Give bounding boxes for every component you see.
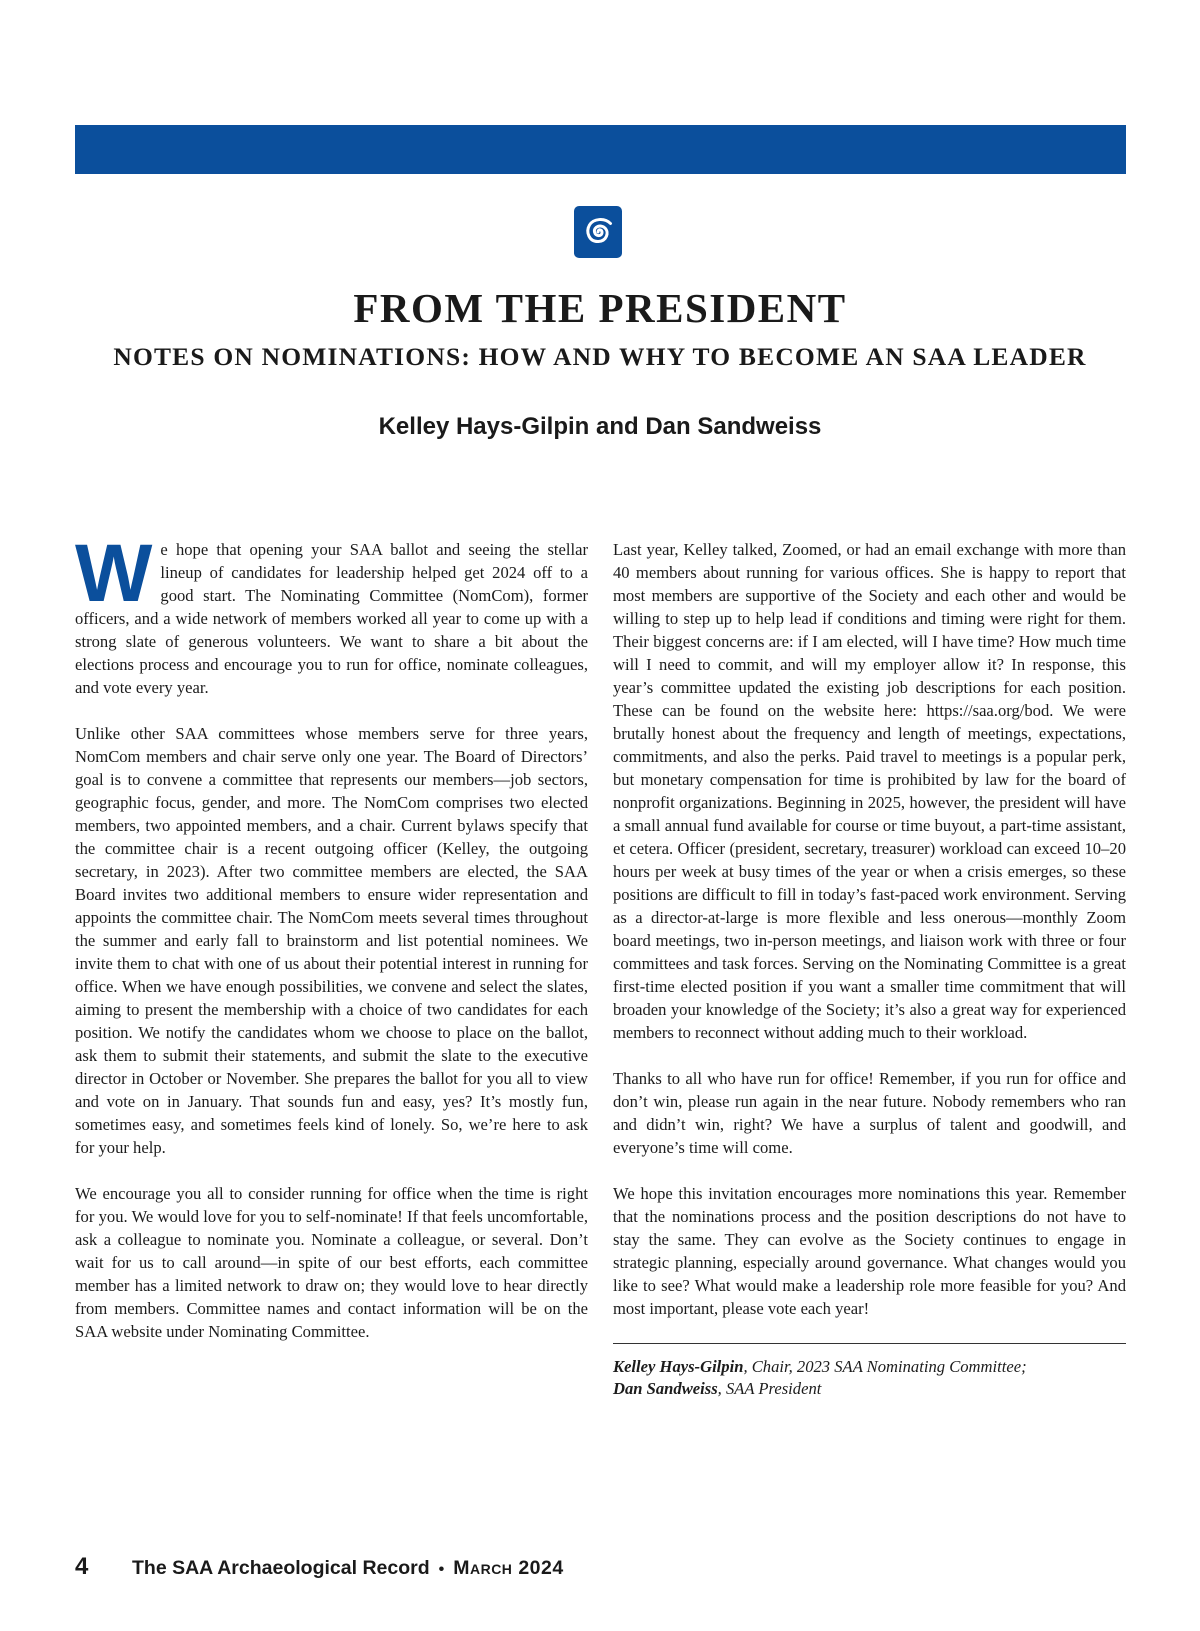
footer-separator: • [438,1561,445,1578]
page-footer [75,1553,564,1583]
signature-divider [613,1343,1126,1344]
spiral-icon [573,205,623,259]
issue-date: March 2024 [453,1557,564,1579]
signature-name: Dan Sandweiss [613,1379,718,1398]
article-paragraph: We hope that opening your SAA ballot and seeing the stellar lineup of candidates for leadership helped get 2024 off to a good start. The Nominating Committee (NomCom), former officers, and a wide network of members worked all year to come up with a strong slate of generous volunteers. We want to share a bit about the elections process and encourage you to run for office, nominate colleagues, and vote every year. [75,528,588,697]
article-paragraph: Thanks to all who have run for office! Remember, if you run for office and don’t win, please run again in the near future. Nobody remembers who ran and didn’t win, right? We have a surplus of talent and goodwill, and everyone’s time will come. [613,1069,1126,1157]
header-color-bar [75,125,1126,174]
signature-name: Kelley Hays-Gilpin [613,1357,744,1376]
page-number: 4 [75,1553,89,1580]
article-paragraph: We hope this invitation encourages more nominations this year. Remember that the nominations process and the position descriptions do not have to stay the same. They can evolve as the Society continues to engage in strategic planning, especially around governance. What changes would you like to see? What would make a leadership role more feasible for you? And most important, please vote each year! [613,1184,1126,1318]
article-subtitle: NOTES ON NOMINATIONS: HOW AND WHY TO BECOME AN SAA LEADER [113,342,1087,371]
article-authors: Kelley Hays-Gilpin and Dan Sandweiss [378,413,822,440]
signature-role: , Chair, 2023 SAA Nominating Committee; [743,1357,1027,1376]
signature-role: , SAA President [717,1379,822,1398]
article-paragraph: Last year, Kelley talked, Zoomed, or had an email exchange with more than 40 members about running for various offices. She is happy to report that most members are supportive of the Society and each other and would be willing to step up to help lead if conditions and timing were right for them. Their biggest concerns are: if I am elected, will I have time? How much time will I need to commit, and will my employer allow it? In response, this year’s committee updated the existing job descriptions for each position. These can be found on the website here: https://saa.org/bod. We were brutally honest about the frequency and length of meetings, expectations, commitments, and also the perks. Paid travel to meetings is a popular perk, but monetary compensation for time is prohibited by law for the board of nonprofit organizations. Beginning in 2025, however, the president will have a small annual fund available for course or time buyout, a part-time assistant, et cetera. Officer (president, secretary, treasurer) workload can exceed 10–20 hours per week at busy times of the year or when a crisis emerges, so these positions are difficult to fill in today’s fast-paced work environment. Serving as a director-at-large is more flexible and less onerous—monthly Zoom board meetings, two in-person meetings, and liaison work with three or four committees and task forces. Serving on the Nominating Committee is a great first-time elected position if you want a smaller time commitment that will broaden your knowledge of the Society; it’s also a great way for experienced members to reconnect without adding much to their workload. [613,540,1126,1042]
journal-name: The SAA Archaeological Record [132,1557,430,1579]
article-column-right [613,538,1126,1400]
article-paragraph: Unlike other SAA committees whose members serve for three years, NomCom members and chair serve only one year. The Board of Directors’ goal is to convene a committee that represents our members—job sectors, geographic focus, gender, and more. The NomCom comprises two elected members, two appointed members, and a chair. Current bylaws specify that the committee chair is a recent outgoing officer (Kelley, the outgoing secretary, in 2023). After two committee members are elected, the SAA Board invites two additional members to ensure wider representation and appoints the committee chair. The NomCom meets several times throughout the summer and early fall to brainstorm and list potential nominees. We invite them to chat with one of us about their potential interest in running for office. When we have enough possibilities, we convene and select the slates, aiming to present the membership with a choice of two candidates for each position. We notify the candidates whom we choose to place on the ballot, ask them to submit their statements, and submit the slate to the executive director in October or November. She prepares the ballot for you all to view and vote on in January. That sounds fun and easy, yes? It’s mostly fun, sometimes easy, and sometimes feels kind of lonely. So, we’re here to ask for your help. [75,724,588,1157]
page-title: FROM THE PRESIDENT [353,285,847,331]
drop-cap: W [75,528,153,619]
article-paragraph: We encourage you all to consider running for office when the time is right for you. We would love for you to self-nominate! If that feels uncomfortable, ask a colleague to nominate you. Nominate a colleague, or several. Don’t wait for us to call around—in spite of our best efforts, each committee member has a limited network to draw on; they would love to hear directly from members. Committee names and contact information will be on the SAA website under Nominating Committee. [75,1184,588,1341]
article-column-left [75,528,588,1366]
signature-block [613,1356,1126,1400]
